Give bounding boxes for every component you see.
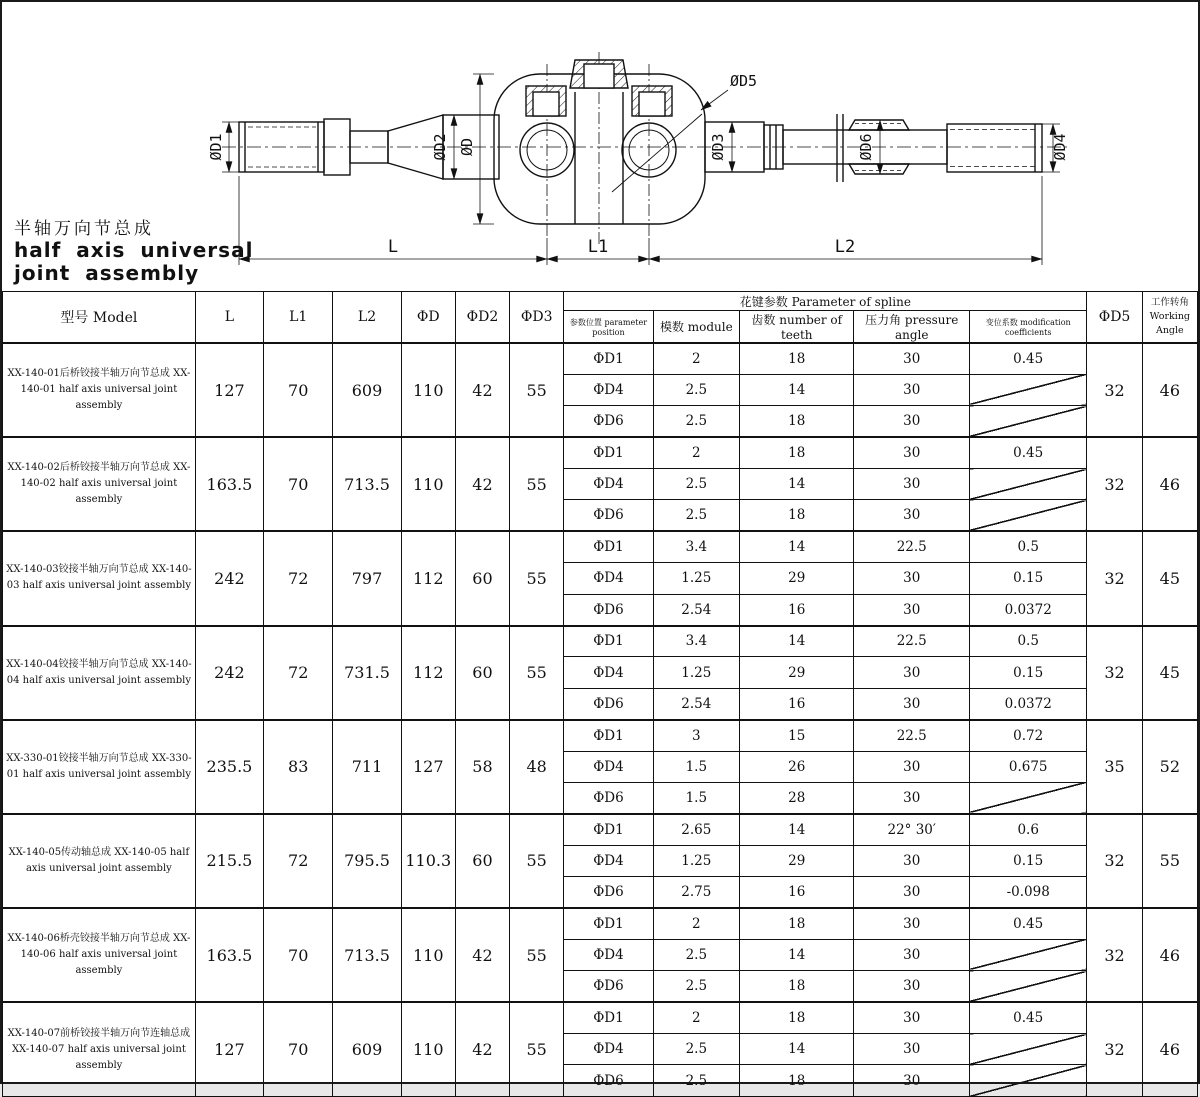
spline-teeth-cell: 14 (740, 626, 854, 657)
dD2-cell: 42 (455, 437, 509, 531)
spline-position-cell: ΦD6 (564, 500, 653, 531)
spline-position-cell: ΦD4 (564, 469, 653, 500)
spec-row-5-spline-1 (3, 720, 1198, 751)
col-subheader-mod_coeff: 变位系数 modification coefficients (969, 311, 1086, 344)
dD-cell: 110 (401, 437, 455, 531)
dD5-cell: 35 (1087, 720, 1142, 814)
dD2-cell: 42 (455, 343, 509, 437)
working-angle-cell: 46 (1142, 1002, 1197, 1096)
dim-label-L1: L1 (587, 237, 609, 257)
L-cell: 163.5 (195, 908, 263, 1002)
spline-module-cell: 2.75 (653, 877, 739, 908)
spline-position-cell: ΦD1 (564, 908, 653, 939)
dD2-cell: 58 (455, 720, 509, 814)
model-cell: XX-330-01铰接半轴万向节总成 XX-330-01 half axis universal joint assembly (3, 720, 196, 814)
spline-position-cell: ΦD6 (564, 406, 653, 437)
technical-drawing (2, 2, 1198, 291)
spline-pressure-angle-cell: 22.5 (854, 720, 969, 751)
L2-cell: 711 (333, 720, 401, 814)
col-header-model: 型号 Model (3, 292, 196, 344)
spline-module-cell: 3.4 (653, 531, 739, 562)
spline-mod-coeff-cell: 0.15 (969, 657, 1086, 688)
spline-teeth-cell: 14 (740, 939, 854, 970)
working-angle-cell: 45 (1142, 626, 1197, 720)
dD-cell: 127 (401, 720, 455, 814)
spline-module-cell: 2.5 (653, 939, 739, 970)
spline-position-cell: ΦD1 (564, 814, 653, 845)
spline-position-cell: ΦD4 (564, 939, 653, 970)
dD3-cell: 55 (510, 343, 564, 437)
dim-label-d3: ØD3 (709, 133, 727, 161)
col-header-L1: L1 (264, 292, 333, 344)
spline-pressure-angle-cell: 30 (854, 437, 969, 468)
spline-teeth-cell: 18 (740, 437, 854, 468)
spline-pressure-angle-cell: 30 (854, 877, 969, 908)
spline-teeth-cell: 18 (740, 1002, 854, 1033)
spline-module-cell: 2.5 (653, 500, 739, 531)
spline-position-cell: ΦD1 (564, 437, 653, 468)
spline-teeth-cell: 29 (740, 563, 854, 594)
L-cell: 163.5 (195, 437, 263, 531)
spline-teeth-cell: 28 (740, 782, 854, 813)
spline-pressure-angle-cell: 30 (854, 688, 969, 719)
model-cell: XX-140-01后桥铰接半轴万向节总成 XX-140-01 half axis universal joint assembly (3, 343, 196, 437)
spline-module-cell: 2.65 (653, 814, 739, 845)
spline-mod-coeff-cell: 0.72 (969, 720, 1086, 751)
dD3-cell: 48 (510, 720, 564, 814)
col-subheader-param_position: 参数位置 parameter position (564, 311, 653, 344)
spline-module-cell: 2.5 (653, 374, 739, 405)
spline-position-cell: ΦD1 (564, 343, 653, 374)
length-dimensions (239, 176, 1042, 265)
L1-cell: 72 (264, 531, 333, 625)
spline-position-cell: ΦD6 (564, 877, 653, 908)
spline-pressure-angle-cell: 22° 30′ (854, 814, 969, 845)
model-cell: XX-140-06桥壳铰接半轴万向节总成 XX-140-06 half axis universal joint assembly (3, 908, 196, 1002)
spec-row-8-spline-1 (3, 1002, 1198, 1033)
dD2-cell: 42 (455, 908, 509, 1002)
spline-mod-coeff-cell: 0.45 (969, 1002, 1086, 1033)
spline-teeth-cell: 18 (740, 500, 854, 531)
L2-cell: 609 (333, 1002, 401, 1096)
dD-cell: 110 (401, 1002, 455, 1096)
dD2-cell: 60 (455, 814, 509, 908)
spline-teeth-cell: 18 (740, 908, 854, 939)
spline-pressure-angle-cell: 22.5 (854, 626, 969, 657)
spline-module-cell: 3 (653, 720, 739, 751)
dD5-cell: 32 (1087, 908, 1142, 1002)
title-chinese: 半轴万向节总成 (14, 219, 154, 239)
L2-cell: 731.5 (333, 626, 401, 720)
L-cell: 242 (195, 626, 263, 720)
spline-mod-coeff-cell-na (969, 1034, 1086, 1065)
model-cell: XX-140-02后桥铰接半轴万向节总成 XX-140-02 half axis universal joint assembly (3, 437, 196, 531)
L1-cell: 72 (264, 626, 333, 720)
dD2-cell: 42 (455, 1002, 509, 1096)
col-subheader-module: 模数 module (653, 311, 739, 344)
dim-label-d2: ØD2 (431, 133, 449, 161)
spline-module-cell: 2.54 (653, 688, 739, 719)
spec-row-6-spline-1 (3, 814, 1198, 845)
dD2-cell: 60 (455, 626, 509, 720)
dD-cell: 110 (401, 908, 455, 1002)
spline-position-cell: ΦD6 (564, 594, 653, 625)
spline-position-cell: ΦD6 (564, 688, 653, 719)
spline-module-cell: 2 (653, 908, 739, 939)
dD3-cell: 55 (510, 1002, 564, 1096)
dD3-cell: 55 (510, 908, 564, 1002)
dim-label-L2: L2 (834, 237, 856, 257)
L2-cell: 795.5 (333, 814, 401, 908)
col-header-dD5: ΦD5 (1087, 292, 1142, 344)
spline-pressure-angle-cell: 30 (854, 1034, 969, 1065)
spline-position-cell: ΦD4 (564, 563, 653, 594)
dD3-cell: 55 (510, 814, 564, 908)
model-cell: XX-140-03铰接半轴万向节总成 XX-140-03 half axis universal joint assembly (3, 531, 196, 625)
spline-position-cell: ΦD1 (564, 1002, 653, 1033)
title-english-line1: half axis universal (14, 238, 254, 262)
spline-pressure-angle-cell: 30 (854, 374, 969, 405)
dD-cell: 110.3 (401, 814, 455, 908)
spline-pressure-angle-cell: 30 (854, 500, 969, 531)
spline-pressure-angle-cell: 30 (854, 971, 969, 1002)
spline-position-cell: ΦD6 (564, 971, 653, 1002)
dim-label-d1: ØD1 (207, 133, 225, 161)
spline-module-cell: 2.54 (653, 594, 739, 625)
spline-pressure-angle-cell: 30 (854, 343, 969, 374)
spline-pressure-angle-cell: 30 (854, 594, 969, 625)
L1-cell: 70 (264, 908, 333, 1002)
spec-row-1-spline-1 (3, 343, 1198, 374)
spline-mod-coeff-cell: 0.5 (969, 531, 1086, 562)
col-header-dD: ΦD (401, 292, 455, 344)
spline-pressure-angle-cell: 30 (854, 469, 969, 500)
spline-mod-coeff-cell: 0.15 (969, 563, 1086, 594)
spline-module-cell: 2 (653, 1002, 739, 1033)
dD-cell: 110 (401, 343, 455, 437)
col-header-L: L (195, 292, 263, 344)
spline-teeth-cell: 26 (740, 751, 854, 782)
spline-module-cell: 2.5 (653, 469, 739, 500)
spline-pressure-angle-cell: 30 (854, 751, 969, 782)
spline-pressure-angle-cell: 30 (854, 1065, 969, 1096)
dD5-cell: 32 (1087, 531, 1142, 625)
spec-row-7-spline-1 (3, 908, 1198, 939)
spline-module-cell: 3.4 (653, 626, 739, 657)
dD5-cell: 32 (1087, 814, 1142, 908)
L-cell: 235.5 (195, 720, 263, 814)
dim-label-d4: ØD4 (1051, 133, 1069, 161)
working-angle-cell: 52 (1142, 720, 1197, 814)
spline-position-cell: ΦD6 (564, 782, 653, 813)
spline-module-cell: 1.5 (653, 782, 739, 813)
working-angle-cell: 46 (1142, 343, 1197, 437)
spec-row-2-spline-1 (3, 437, 1198, 468)
L1-cell: 72 (264, 814, 333, 908)
dD3-cell: 55 (510, 437, 564, 531)
L-cell: 215.5 (195, 814, 263, 908)
spline-module-cell: 1.25 (653, 845, 739, 876)
spline-mod-coeff-cell-na (969, 971, 1086, 1002)
spline-position-cell: ΦD4 (564, 374, 653, 405)
spline-teeth-cell: 14 (740, 1034, 854, 1065)
spline-mod-coeff-cell: 0.5 (969, 626, 1086, 657)
model-cell: XX-140-04铰接半轴万向节总成 XX-140-04 half axis universal joint assembly (3, 626, 196, 720)
spline-mod-coeff-cell-na (969, 469, 1086, 500)
spline-module-cell: 2 (653, 437, 739, 468)
spec-table-head (3, 292, 1198, 344)
spline-mod-coeff-cell: -0.098 (969, 877, 1086, 908)
dD-cell: 112 (401, 531, 455, 625)
L1-cell: 83 (264, 720, 333, 814)
spline-module-cell: 2.5 (653, 406, 739, 437)
dD2-cell: 60 (455, 531, 509, 625)
spec-table (2, 291, 1198, 1097)
spec-row-4-spline-1 (3, 626, 1198, 657)
dim-label-d5: ØD5 (730, 72, 758, 90)
dim-label-d6: ØD6 (857, 133, 875, 161)
L2-cell: 713.5 (333, 908, 401, 1002)
spline-position-cell: ΦD4 (564, 845, 653, 876)
col-header-L2: L2 (333, 292, 401, 344)
spline-teeth-cell: 18 (740, 406, 854, 437)
working-angle-cell: 45 (1142, 531, 1197, 625)
L2-cell: 797 (333, 531, 401, 625)
col-header-spline-group: 花键参数 Parameter of spline (564, 292, 1087, 311)
col-subheader-pressure_angle: 压力角 pressure angle (854, 311, 969, 344)
dim-label-L: L (387, 237, 399, 257)
spline-teeth-cell: 14 (740, 531, 854, 562)
spline-pressure-angle-cell: 30 (854, 939, 969, 970)
spline-pressure-angle-cell: 30 (854, 1002, 969, 1033)
spline-pressure-angle-cell: 30 (854, 908, 969, 939)
spline-teeth-cell: 29 (740, 845, 854, 876)
model-cell: XX-140-07前桥铰接半轴万向节连轴总成 XX-140-07 half axis universal joint assembly (3, 1002, 196, 1096)
working-angle-cell: 55 (1142, 814, 1197, 908)
model-cell: XX-140-05传动轴总成 XX-140-05 half axis universal joint assembly (3, 814, 196, 908)
spline-mod-coeff-cell-na (969, 500, 1086, 531)
spline-teeth-cell: 18 (740, 343, 854, 374)
L2-cell: 609 (333, 343, 401, 437)
spline-mod-coeff-cell-na (969, 939, 1086, 970)
spline-position-cell: ΦD4 (564, 751, 653, 782)
spline-teeth-cell: 14 (740, 814, 854, 845)
joint-housing (494, 52, 705, 245)
dim-label-d: ØD (458, 137, 476, 157)
spline-teeth-cell: 16 (740, 877, 854, 908)
spline-mod-coeff-cell: 0.0372 (969, 594, 1086, 625)
spline-module-cell: 1.25 (653, 563, 739, 594)
col-header-dD3: ΦD3 (510, 292, 564, 344)
spline-mod-coeff-cell: 0.0372 (969, 688, 1086, 719)
spline-teeth-cell: 29 (740, 657, 854, 688)
spline-module-cell: 1.25 (653, 657, 739, 688)
spline-position-cell: ΦD1 (564, 720, 653, 751)
spline-teeth-cell: 18 (740, 971, 854, 1002)
spline-mod-coeff-cell-na (969, 406, 1086, 437)
title-block (14, 214, 253, 285)
dD5-cell: 32 (1087, 1002, 1142, 1096)
spline-mod-coeff-cell: 0.45 (969, 908, 1086, 939)
spec-table-body (3, 343, 1198, 1096)
spline-mod-coeff-cell: 0.45 (969, 343, 1086, 374)
dD-cell: 112 (401, 626, 455, 720)
spline-teeth-cell: 14 (740, 469, 854, 500)
spline-module-cell: 2 (653, 343, 739, 374)
spline-module-cell: 2.5 (653, 971, 739, 1002)
spline-teeth-cell: 18 (740, 1065, 854, 1096)
L-cell: 242 (195, 531, 263, 625)
dD5-cell: 32 (1087, 343, 1142, 437)
spline-position-cell: ΦD4 (564, 657, 653, 688)
spline-teeth-cell: 14 (740, 374, 854, 405)
spline-position-cell: ΦD4 (564, 1034, 653, 1065)
spline-mod-coeff-cell: 0.45 (969, 437, 1086, 468)
spline-teeth-cell: 16 (740, 594, 854, 625)
spline-mod-coeff-cell: 0.675 (969, 751, 1086, 782)
spline-module-cell: 2.5 (653, 1065, 739, 1096)
working-angle-cell: 46 (1142, 908, 1197, 1002)
spline-pressure-angle-cell: 30 (854, 406, 969, 437)
spline-mod-coeff-cell: 0.15 (969, 845, 1086, 876)
spline-mod-coeff-cell-na (969, 1065, 1086, 1096)
col-header-working-angle: 工作转角 Working Angle (1142, 292, 1197, 344)
dD5-cell: 32 (1087, 626, 1142, 720)
spline-pressure-angle-cell: 30 (854, 782, 969, 813)
title-english-line2: joint assembly (14, 261, 200, 285)
spec-row-3-spline-1 (3, 531, 1198, 562)
spline-position-cell: ΦD6 (564, 1065, 653, 1096)
dD5-cell: 32 (1087, 437, 1142, 531)
dD3-cell: 55 (510, 531, 564, 625)
spline-mod-coeff-cell-na (969, 782, 1086, 813)
col-header-dD2: ΦD2 (455, 292, 509, 344)
spline-mod-coeff-cell: 0.6 (969, 814, 1086, 845)
spline-pressure-angle-cell: 30 (854, 563, 969, 594)
spline-pressure-angle-cell: 30 (854, 845, 969, 876)
col-subheader-teeth: 齿数 number of teeth (740, 311, 854, 344)
dD3-cell: 55 (510, 626, 564, 720)
L-cell: 127 (195, 343, 263, 437)
spline-teeth-cell: 15 (740, 720, 854, 751)
working-angle-cell: 46 (1142, 437, 1197, 531)
spline-module-cell: 2.5 (653, 1034, 739, 1065)
spline-teeth-cell: 16 (740, 688, 854, 719)
spline-module-cell: 1.5 (653, 751, 739, 782)
spline-mod-coeff-cell-na (969, 374, 1086, 405)
spline-pressure-angle-cell: 22.5 (854, 531, 969, 562)
L1-cell: 70 (264, 343, 333, 437)
L1-cell: 70 (264, 1002, 333, 1096)
L-cell: 127 (195, 1002, 263, 1096)
L2-cell: 713.5 (333, 437, 401, 531)
spline-pressure-angle-cell: 30 (854, 657, 969, 688)
spline-position-cell: ΦD1 (564, 531, 653, 562)
L1-cell: 70 (264, 437, 333, 531)
spline-position-cell: ΦD1 (564, 626, 653, 657)
